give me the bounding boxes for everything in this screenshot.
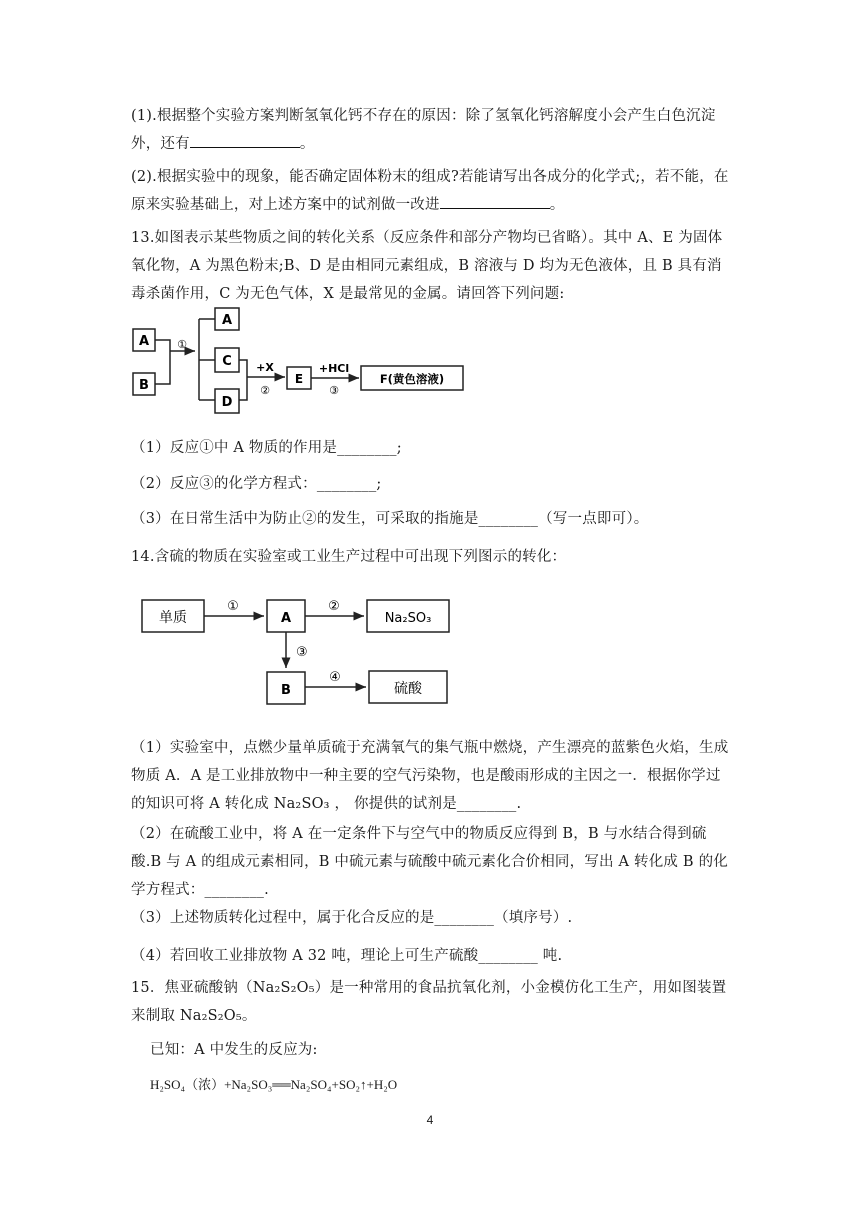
- q15-stem: 15．焦亚硫酸钠（Na₂S₂O₅）是一种常用的食品抗氧化剂，小金模仿化工生产，用如图装置来制取 Na₂S₂O₅。: [131, 980, 727, 1024]
- q14-stem: 14.含硫的物质在实验室或工业生产过程中可出现下列图示的转化：: [131, 549, 567, 565]
- q13-sub3: （3）在日常生活中为防止②的发生，可采取的指施是________（写一点即可）。: [131, 511, 649, 527]
- q12-part2: [131, 163, 731, 219]
- step-3-label: ③: [296, 645, 308, 660]
- label-a-left: A: [138, 334, 150, 349]
- label-na2so3: Na₂SO₃: [384, 611, 432, 626]
- q12-part1: [131, 102, 731, 158]
- label-elemental: 单质: [159, 610, 187, 626]
- step-1-label: ①: [177, 338, 187, 351]
- q14-diagram: [140, 592, 460, 712]
- answer-blank: [440, 194, 550, 209]
- q14-sub3: （3）上述物质转化过程中，属于化合反应的是________（填序号）.: [131, 910, 573, 926]
- q15-known: 已知：A 中发生的反应为:: [150, 1042, 318, 1058]
- label-f: F(黄色溶液): [379, 372, 445, 386]
- q13-sub1: （1）反应①中 A 物质的作用是________;: [131, 440, 402, 456]
- step-2-label: ②: [328, 599, 340, 614]
- page-number: 4: [426, 1113, 434, 1127]
- label-b: B: [281, 683, 291, 698]
- label-a: A: [280, 611, 292, 626]
- label-b: B: [139, 378, 149, 393]
- label-e: E: [294, 372, 304, 386]
- q14-sub2: （2）在硫酸工业中，将 A 在一定条件下与空气中的物质反应得到 B，B 与水结合得到硫酸.B 与 A 的组成元素相同，B 中硫元素与硫酸中硫元素化合价相同，写出 A 转化成 B 的化学方程式：________.: [131, 826, 728, 898]
- plus-hcl-label: +HCl: [318, 362, 350, 375]
- q12-part1-end: 。: [299, 136, 315, 152]
- q14-sub4: （4）若回收工业排放物 A 32 吨，理论上可生产硫酸________ 吨.: [131, 948, 563, 964]
- q13-stem: 13.如图表示某些物质之间的转化关系（反应条件和部分产物均已省略）。其中 A、E 为固体氧化物，A 为黑色粉末;B、D 是由相同元素组成，B 溶液与 D 均为无色液体，且 B 具有消毒杀菌作用，C 为无色气体，X 是最常见的金属。请回答下列问题:: [131, 230, 723, 302]
- label-a-right: A: [221, 313, 233, 328]
- step-1-label: ①: [227, 599, 239, 614]
- q13-sub2: （2）反应③的化学方程式：________;: [131, 476, 382, 492]
- q13-diagram: [125, 305, 485, 415]
- q12-part1-text: (1).根据整个实验方案判断氢氧化钙不存在的原因：除了氢氧化钙溶解度小会产生白色沉淀外，还有: [131, 108, 716, 152]
- step-3-label: ③: [329, 384, 339, 397]
- q12-part2-end: 。: [549, 197, 565, 213]
- q12-part2-text: (2).根据实验中的现象，能否确定固体粉末的组成?若能请写出各成分的化学式;，若不能，在原来实验基础上，对上述方案中的试剂做一改进: [131, 169, 729, 213]
- q14-sub1: （1）实验室中，点燃少量单质硫于充满氧气的集气瓶中燃烧，产生漂亮的蓝紫色火焰，生成物质 A．A 是工业排放物中一种主要的空气污染物，也是酸雨形成的主因之一．根据你学过的知识可将 A 转化成 Na₂SO₃ ， 你提供的试剂是________.: [131, 740, 729, 812]
- label-c: C: [222, 354, 232, 369]
- step-4-label: ④: [329, 670, 341, 685]
- plus-x-label: +X: [256, 361, 274, 374]
- q15-equation: H₂SO₄（浓）+Na₂SO₃══Na₂SO₄+SO₂↑+H₂O: [150, 1077, 398, 1092]
- step-2-label: ②: [260, 384, 270, 397]
- label-d: D: [221, 395, 233, 410]
- answer-blank: [190, 133, 300, 148]
- label-sulfuric-acid: 硫酸: [394, 681, 422, 697]
